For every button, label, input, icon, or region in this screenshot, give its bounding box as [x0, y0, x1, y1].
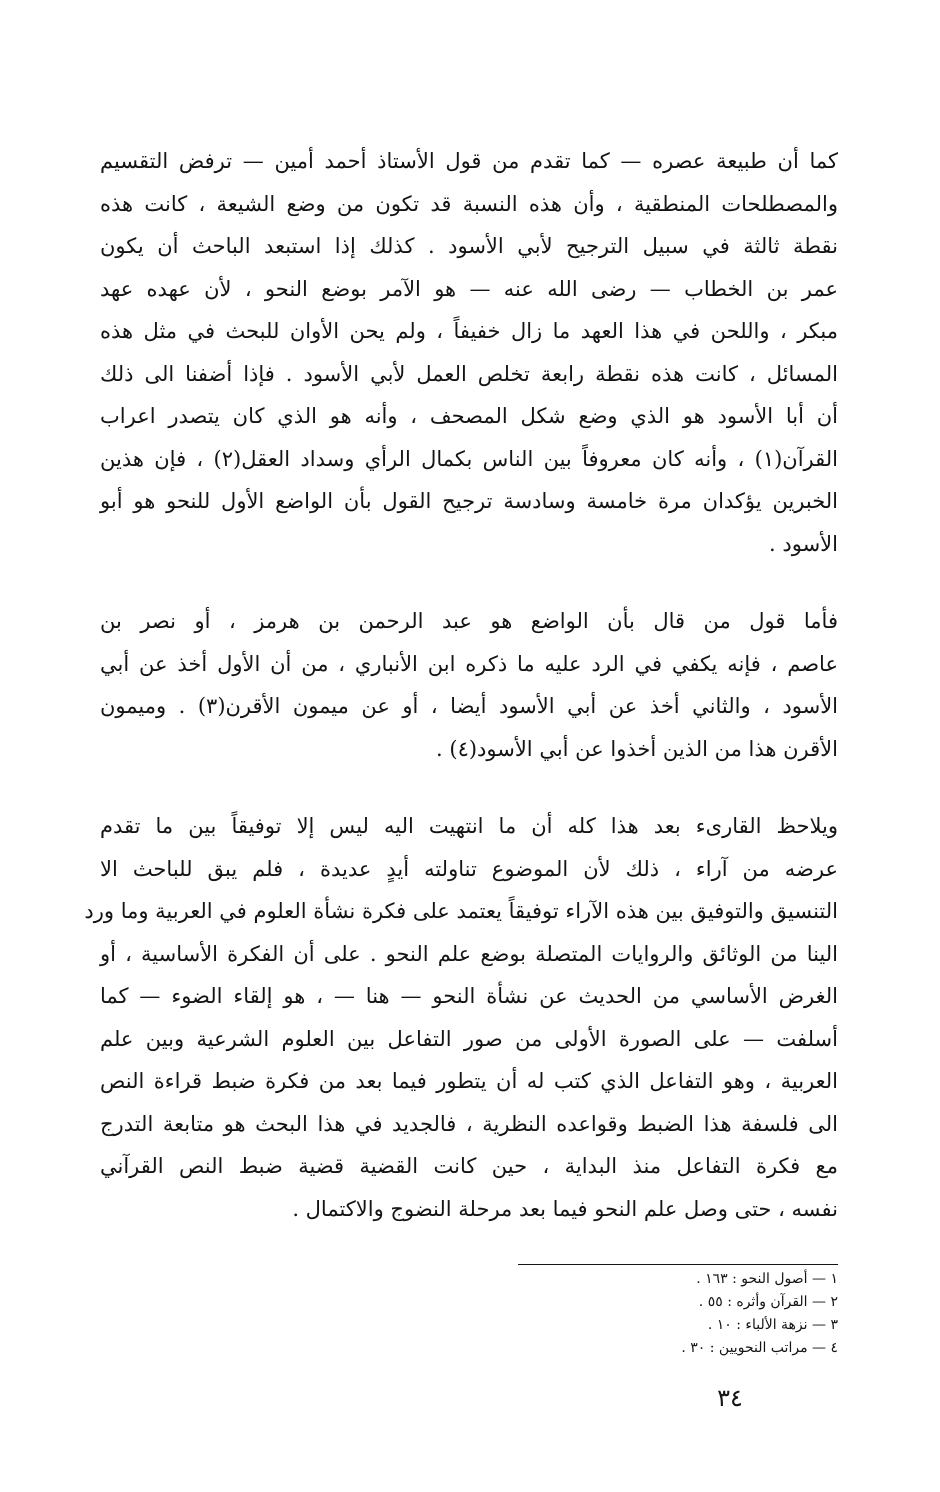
text-line: مبكر ، واللحن في هذا العهد ما زال خفيفاً ، ولم يحن الأوان للبحث في مثل هذه [100, 319, 838, 343]
footnote-item: ٣ — نزهة الألباء : ١٠ . [707, 1317, 838, 1333]
text-line: نقطة ثالثة في سبيل الترجيح لأبي الأسود . كذلك إذا استبعد الباحث أن يكون [100, 234, 838, 258]
footnotes [518, 1268, 838, 1360]
text-line: عمر بن الخطاب — رضى الله عنه — هو الآمر بوضع النحو ، لأن عهده عهد [100, 276, 838, 301]
text-line: فأما قول من قال بأن الواضع هو عبد الرحمن بن هرمز ، أو نصر بن [100, 609, 838, 633]
text-line: والمصطلحات المنطقية ، وأن هذه النسبة قد تكون من وضع الشيعة ، كانت هذه [100, 191, 838, 216]
text-line: أن أبا الأسود هو الذي وضع شكل المصحف ، وأنه هو الذي كان يتصدر اعراب [100, 404, 838, 428]
text-line: نفسه ، حتى وصل علم النحو فيما بعد مرحلة النضوج والاكتمال . [292, 1196, 838, 1221]
footnote-item: ١ — أصول النحو : ١٦٣ . [696, 1271, 838, 1287]
text-line: الأسود . [769, 531, 838, 556]
text-line: الى فلسفة هذا الضبط وقواعده النظرية ، فالجديد في هذا البحث هو متابعة التدرج [100, 1111, 838, 1136]
text-line: الأقرن هذا من الذين أخذوا عن أبي الأسود(٤) . [436, 736, 838, 761]
text-line: الينا من الوثائق والروايات المتصلة بوضع علم النحو . على أن الفكرة الأساسية ، أو [100, 941, 838, 966]
text-line: ويلاحظ القارىء بعد هذا كله أن ما انتهيت اليه ليس إلا توفيقاً بين ما تقدم [100, 814, 838, 838]
text-line: أسلفت — على الصورة الأولى من صور التفاعل بين العلوم الشرعية وبين علم [100, 1026, 838, 1051]
text-line: الخبرين يؤكدان مرة خامسة وسادسة ترجيح القول بأن الواضع الأول للنحو هو أبو [100, 489, 838, 513]
text-line: التنسيق والتوفيق بين هذه الآراء توفيقاً يعتمد على فكرة نشأة العلوم في العربية وما ورد [84, 899, 838, 923]
page-number: ٣٤ [717, 1384, 743, 1412]
text-line: القرآن(١) ، وأنه كان معروفاً بين الناس بكمال الرأي وسداد العقل(٢) ، فإن هذين [100, 446, 838, 471]
footnote-item: ٤ — مراتب النحويين : ٣٠ . [681, 1340, 838, 1356]
text-line: الأسود ، والثاني أخذ عن أبي الأسود أيضا ، أو عن ميمون الأقرن(٣) . وميمون [100, 694, 838, 718]
footnote-divider [518, 1264, 838, 1265]
text-line: مع فكرة التفاعل منذ البداية ، حين كانت القضية قضية ضبط النص القرآني [100, 1154, 838, 1178]
text-line: كما أن طبيعة عصره — كما تقدم من قول الأستاذ أحمد أمين — ترفض التقسيم [100, 149, 838, 173]
text-line: العربية ، وهو التفاعل الذي كتب له أن يتطور فيما بعد من فكرة ضبط قراءة النص [100, 1069, 838, 1093]
footnote-item: ٢ — القرآن وأثره : ٥٥ . [698, 1294, 838, 1310]
paragraph-2 [100, 600, 838, 770]
paragraph-1 [100, 140, 838, 565]
paragraph-3 [84, 805, 838, 1230]
text-line: المسائل ، كانت هذه نقطة رابعة تخلص العمل لأبي الأسود . فإذا أضفنا الى ذلك [100, 361, 838, 386]
text-line: عرضه من آراء ، ذلك لأن الموضوع تناولته أيدٍ عديدة ، فلم يبق للباحث الا [100, 856, 838, 881]
text-line: عاصم ، فإنه يكفي في الرد عليه ما ذكره ابن الأنباري ، من أن الأول أخذ عن أبي [100, 651, 838, 676]
text-line: الغرض الأساسي من الحديث عن نشأة النحو — هنا — ، هو إلقاء الضوء — كما [100, 984, 838, 1008]
